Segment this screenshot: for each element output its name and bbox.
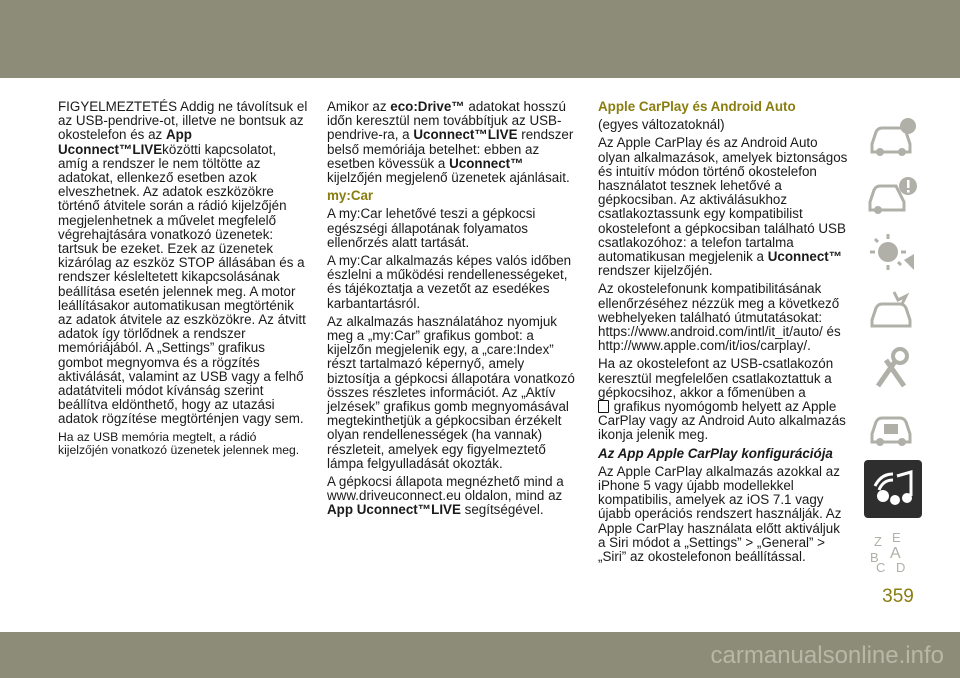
col3-paragraph-5: Az Apple CarPlay alkalmazás azokkal az iPhone 5 vagy újabb modellekkel kompatibilis, amelyek az iOS 7.1 vagy újabb operációs rendszert használják. Az Apple CarPlay használata előtt aktiváljuk a Siri módot a „Settings” > „General” > „Siri” az okostelefonon beállítással. [598, 463, 842, 565]
text-run: App Uconnect™LIVE [58, 127, 192, 157]
col3-paragraph-1: (egyes változatoknál) [598, 117, 725, 133]
car-specs-icon[interactable] [864, 402, 920, 452]
chapter-sidebar [864, 112, 924, 584]
light-sun-icon[interactable] [864, 228, 920, 278]
car-info-icon[interactable] [864, 112, 920, 162]
column-2 [327, 100, 577, 522]
col3-p4-part-a: Ha az okostelefont az USB-csatlakozón keresztül megfelelően csatlakoztattuk a gépkocsihoz, akkor a főmenüben a [598, 356, 834, 400]
col2-paragraph-5 [327, 475, 577, 518]
text-run: rendszer belső memóriája betelhet: ebben az esetben kövessük a [327, 127, 574, 171]
text-run: A gépkocsi állapota megnézhető mind a www.driveuconnect.eu oldalon, mind az [327, 474, 564, 504]
svg-text:D: D [896, 560, 906, 574]
col3-paragraph-2 [598, 136, 850, 278]
text-run: Amikor az [327, 99, 391, 114]
subheading-carplay-config: Az App Apple CarPlay konfigurációja [598, 445, 833, 461]
text-run: eco:Drive™ [390, 99, 465, 114]
text-run: adatokat hosszú időn keresztül nem továbbítjuk az USB-pendrive-ra, a [327, 99, 566, 143]
watermark: carmanualsonline.info [710, 642, 944, 669]
page-number: 359 [882, 586, 914, 607]
text-run: FIGYELMEZTETÉS Addig ne távolítsuk el az USB-pendrive-ot, illetve ne bontsuk az okostelefon és az [58, 99, 308, 143]
column-1 [58, 100, 308, 461]
text-run: kijelzőjén megjelenő üzenetek ajánlásait. [327, 170, 570, 186]
col2-paragraph-2: A my:Car lehetővé teszi a gépkocsi egészségi állapotának folyamatos ellenőrzés alatt tartását. [327, 206, 536, 250]
col2-paragraph-4: Az alkalmazás használatához nyomjuk meg a „my:Car” grafikus gombot: a kijelzőn megjelenik egy, a „care:Index” részt tartalmazó képernyő, amely biztosítja a gépkocsi állapotára vonatkozó összes részletes információt. Az „Aktív jelzések” grafikus gomb megnyomásával megtekinthetjük a gépkocsiban érzékelt olyan rendellenességek (ha vannak) részleteit, amelyek egy figyelmeztető lámpa felgyulladását okozták. [327, 313, 575, 471]
col1-note: Ha az USB memória megtelt, a rádió kijelzőjén vonatkozó üzenetek jelennek meg. [58, 429, 300, 457]
column-3 [598, 100, 850, 568]
tools-icon[interactable] [864, 344, 920, 394]
index-letters-icon[interactable] [864, 526, 920, 576]
phone-icon [598, 400, 609, 413]
car-crash-icon[interactable] [864, 286, 920, 336]
section-heading-carplay: Apple CarPlay és Android Auto [598, 99, 796, 114]
text-run: közötti kapcsolatot, amíg a rendszer le nem töltötte az adatokat, ellenkező esetben azok elveszhetnek. Az adatok eszközökre történő átvitele során a rádió kijelzőjén megjelenhetnek a művelet megfelelő végrehajtására vonatkozó üzenetek: tartsuk be ezeket. Ezek az üzenetek kizárólag az eszköz STOP állásában és a rendszer késleltetett kikapcsolásának beállítása esetén jelennek meg. A motor leállításakor automatikusan megtörténik az adatok átvitele az eszközökre. Az átvitt adatok így törlődnek a rendszer memóriájából. A „Settings” grafikus gombot megnyomva és a rögzítés aktiválását, valamint az USB vagy a felhő adatátviteli módot kívánság szerint beállítva eldönthető, hogy az utazási adatok rögzítése megtörténjen vagy sem. [58, 141, 306, 427]
text-run: Uconnect™LIVE [413, 127, 518, 143]
svg-text:E: E [892, 530, 901, 545]
text-run: segítségével. [460, 502, 544, 518]
svg-text:C: C [876, 560, 886, 574]
svg-text:Z: Z [874, 534, 882, 549]
text-run: Uconnect™ [449, 155, 524, 171]
car-warning-icon[interactable] [864, 170, 920, 220]
col1-paragraph-1 [58, 100, 308, 427]
text-run: rendszer kijelzőjén. [598, 263, 713, 279]
col3-paragraph-3: Az okostelefonunk kompatibilitásának ellenőrzéséhez nézzük meg a következő webhelyeken található útmutatásokat: https://www.android.com/intl/it_it/auto/ és http://www.apple.com/it/ios/carplay/. [598, 281, 841, 354]
footer-bar [0, 632, 960, 678]
svg-text:A: A [890, 545, 901, 562]
section-heading-mycar: my:Car [327, 188, 374, 204]
text-run: Az Apple CarPlay és az Android Auto olyan alkalmazások, amelyek biztonságos és intuitív módon történő okostelefon használatot tesznek lehetővé a gépkocsiban. Az aktiválásukhoz csatlakoztassunk egy kompatibilist okostelefont a gépkocsiban található USB csatlakozóhoz: a telefon tartalma automatikusan megjelenik a [598, 135, 848, 265]
col3-p4-part-b: grafikus nyomógomb helyett az Apple CarPlay vagy az Android Auto alkalmazás ikonja jelenik meg. [598, 399, 846, 443]
top-bar [0, 0, 960, 78]
col2-paragraph-3: A my:Car alkalmazás képes valós időben észlelni a működési rendellenességeket, és tájékoztatja a vezetőt az esedékes karbantartásról. [327, 253, 572, 311]
text-run: Uconnect™ [767, 249, 843, 265]
svg-text:B: B [870, 550, 879, 565]
multimedia-icon[interactable] [864, 460, 922, 518]
text-run: App Uconnect™LIVE [327, 502, 461, 518]
col3-paragraph-4 [598, 357, 850, 442]
col2-paragraph-1 [327, 100, 577, 185]
